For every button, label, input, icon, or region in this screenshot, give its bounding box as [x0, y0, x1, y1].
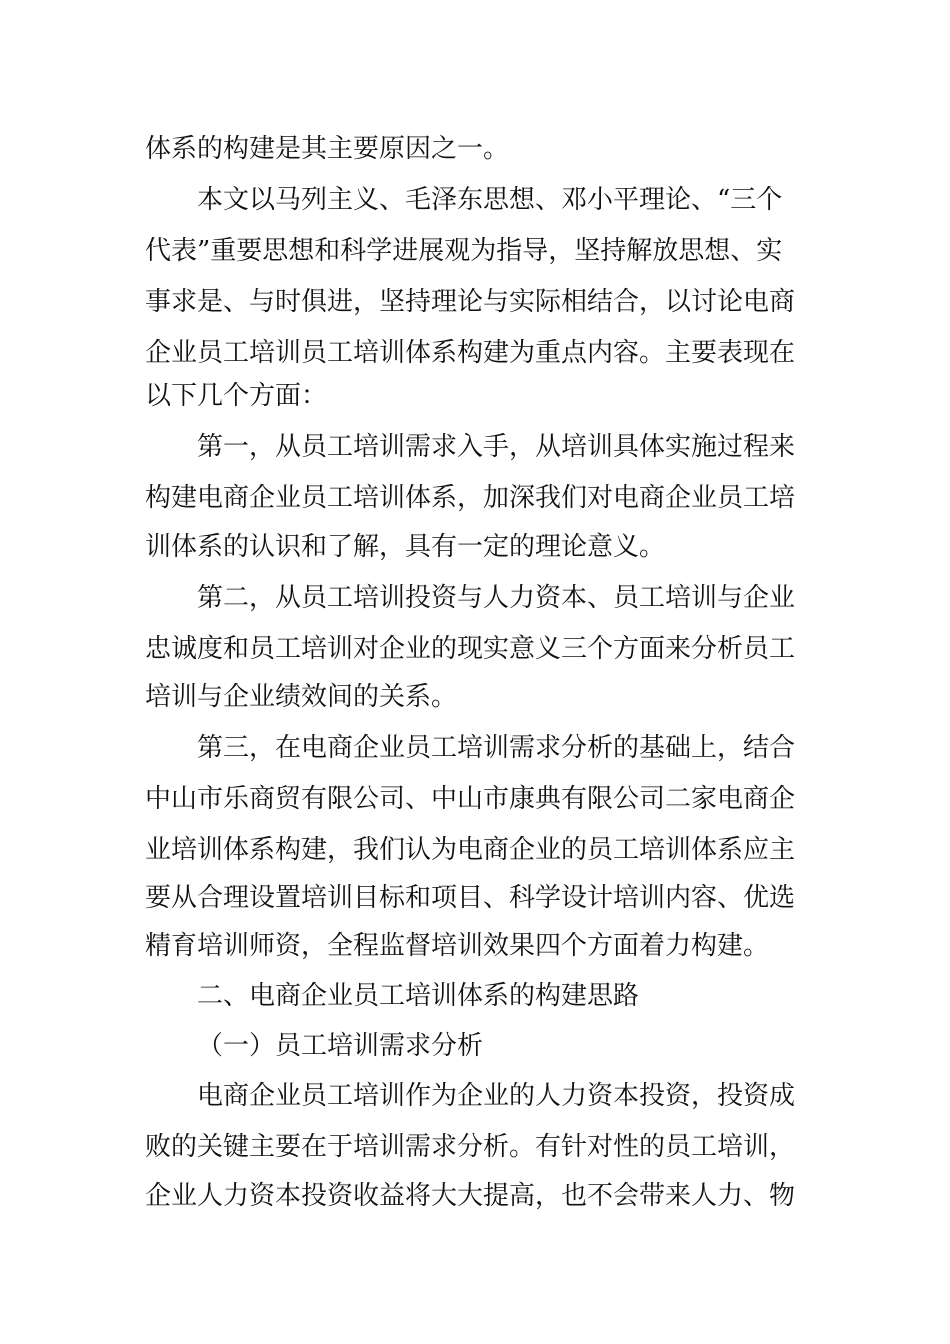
- paragraph-intro-line: 本文以马列主义、毛泽东思想、邓小平理论、“三个: [197, 185, 783, 215]
- text-line: 中山市乐商贸有限公司、中山市康典有限公司二家电商企: [145, 784, 796, 814]
- text-line: 以下几个方面：: [145, 381, 328, 411]
- text-line: 代表”重要思想和科学进展观为指导，坚持解放思想、实: [145, 236, 783, 266]
- text-line: 培训与企业绩效间的关系。: [145, 682, 458, 712]
- paragraph-second-point-line: 第二，从员工培训投资与人力资本、员工培训与企业: [197, 583, 796, 613]
- paragraph-third-point-line: 第三，在电商企业员工培训需求分析的基础上，结合: [197, 733, 796, 763]
- text-line: 企业人力资本投资收益将大大提高，也不会带来人力、物: [145, 1181, 796, 1211]
- text-line: 构建电商企业员工培训体系，加深我们对电商企业员工培: [145, 483, 796, 513]
- text-line: 体系的构建是其主要原因之一。: [145, 134, 510, 164]
- paragraph-first-point-line: 第一，从员工培训需求入手，从培训具体实施过程来: [197, 432, 796, 462]
- paragraph-needs-analysis-line: 电商企业员工培训作为企业的人力资本投资，投资成: [197, 1081, 796, 1111]
- text-line: 训体系的认识和了解，具有一定的理论意义。: [145, 532, 666, 562]
- text-line: 要从合理设置培训目标和项目、科学设计培训内容、优选: [145, 883, 796, 913]
- text-line: 败的关键主要在于培训需求分析。有针对性的员工培训，: [145, 1132, 796, 1162]
- text-line: 精育培训师资，全程监督培训效果四个方面着力构建。: [145, 931, 770, 961]
- text-line: 忠诚度和员工培训对企业的现实意义三个方面来分析员工: [145, 634, 796, 664]
- section-heading: 二、电商企业员工培训体系的构建思路: [197, 981, 640, 1011]
- text-line: 事求是、与时俱进，坚持理论与实际相结合，以讨论电商: [145, 287, 796, 317]
- text-line: 业培训体系构建，我们认为电商企业的员工培训体系应主: [145, 835, 796, 865]
- text-line: 企业员工培训员工培训体系构建为重点内容。主要表现在: [145, 338, 796, 368]
- subsection-heading: （一）员工培训需求分析: [197, 1031, 484, 1061]
